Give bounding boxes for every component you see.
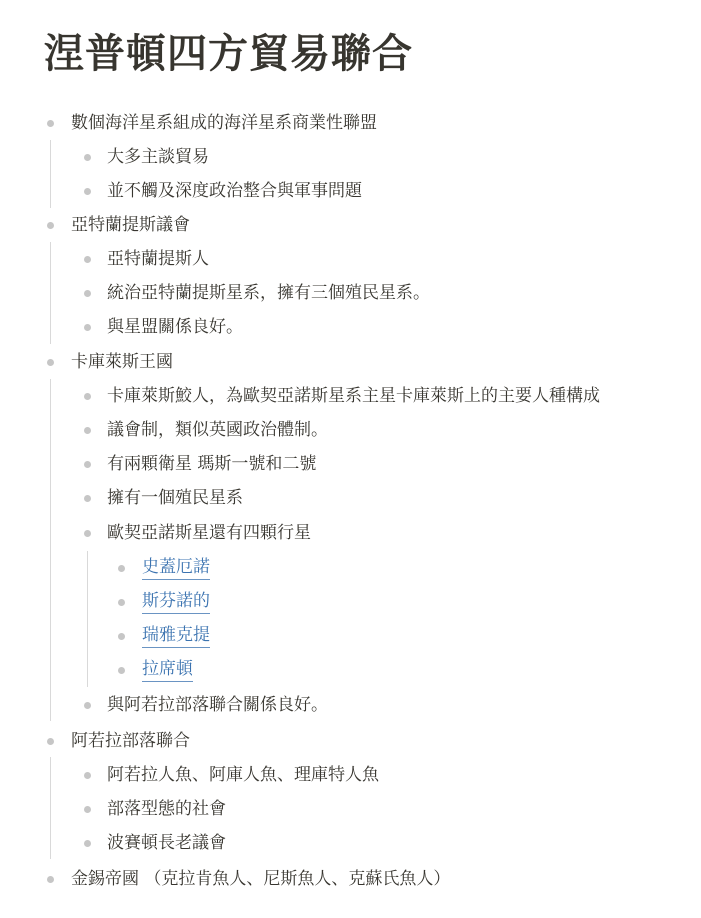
page-link-sfenuode[interactable]: 斯芬諾的 — [142, 590, 210, 614]
bullet-dot-icon — [47, 876, 54, 883]
bullet-dot-icon — [118, 633, 125, 640]
page-link-laxidun[interactable]: 拉席頓 — [142, 658, 193, 682]
list-item-text: 有兩顆衛星 瑪斯一號和二號 — [107, 454, 317, 474]
page-link-ruiyakti[interactable]: 瑞雅克提 — [142, 624, 210, 648]
nesting-guide-line — [87, 551, 88, 687]
list-item-text: 波賽頓長老議會 — [107, 833, 226, 853]
bullet-dot-icon — [84, 495, 91, 502]
bullet-dot-icon — [84, 840, 91, 847]
bullet-dot-icon — [84, 154, 91, 161]
bullet-dot-icon — [84, 772, 91, 779]
bullet-dot-icon — [84, 461, 91, 468]
nesting-guide-line — [50, 757, 51, 859]
bullet-dot-icon — [47, 120, 54, 127]
bullet-dot-icon — [118, 565, 125, 572]
list-item-text: 金錫帝國 （克拉肯魚人、尼斯魚人、克蘇氏魚人） — [71, 869, 451, 889]
bullet-dot-icon — [84, 702, 91, 709]
nesting-guide-line — [50, 242, 51, 344]
page-link-skaieno[interactable]: 史蓋厄諾 — [142, 556, 210, 580]
bullet-dot-icon — [47, 222, 54, 229]
list-item-text: 歐契亞諾斯星還有四顆行星 — [107, 523, 311, 543]
list-item-text: 亞特蘭提斯人 — [107, 249, 209, 269]
bullet-dot-icon — [118, 667, 125, 674]
nesting-guide-line — [50, 140, 51, 208]
list-item-text: 大多主談貿易 — [107, 147, 209, 167]
page-title: 涅普頓四方貿易聯合 — [44, 31, 413, 77]
list-item-text: 阿若拉部落聯合 — [71, 731, 190, 751]
bullet-dot-icon — [84, 806, 91, 813]
list-item-text: 統治亞特蘭提斯星系，擁有三個殖民星系。 — [107, 283, 430, 303]
list-item-text: 亞特蘭提斯議會 — [71, 215, 190, 235]
bullet-dot-icon — [84, 188, 91, 195]
bullet-dot-icon — [84, 393, 91, 400]
list-item-text: 並不觸及深度政治整合與軍事問題 — [107, 181, 362, 201]
list-item-text: 與星盟關係良好。 — [107, 317, 243, 337]
list-item-text: 數個海洋星系組成的海洋星系商業性聯盟 — [71, 113, 377, 133]
list-item-text: 部落型態的社會 — [107, 799, 226, 819]
list-item-text: 與阿若拉部落聯合關係良好。 — [107, 695, 328, 715]
list-item-text: 擁有一個殖民星系 — [107, 488, 243, 508]
bullet-dot-icon — [118, 599, 125, 606]
list-item-text: 卡庫萊斯王國 — [71, 352, 173, 372]
bullet-dot-icon — [84, 256, 91, 263]
bullet-dot-icon — [47, 738, 54, 745]
bullet-dot-icon — [84, 290, 91, 297]
list-item-text: 議會制，類似英國政治體制。 — [107, 420, 328, 440]
bullet-dot-icon — [84, 324, 91, 331]
nesting-guide-line — [50, 379, 51, 721]
bullet-dot-icon — [47, 359, 54, 366]
bullet-dot-icon — [84, 427, 91, 434]
list-item-text: 卡庫萊斯鮫人，為歐契亞諾斯星系主星卡庫萊斯上的主要人種構成 — [107, 386, 600, 406]
bullet-dot-icon — [84, 530, 91, 537]
list-item-text: 阿若拉人魚、阿庫人魚、理庫特人魚 — [107, 765, 379, 785]
